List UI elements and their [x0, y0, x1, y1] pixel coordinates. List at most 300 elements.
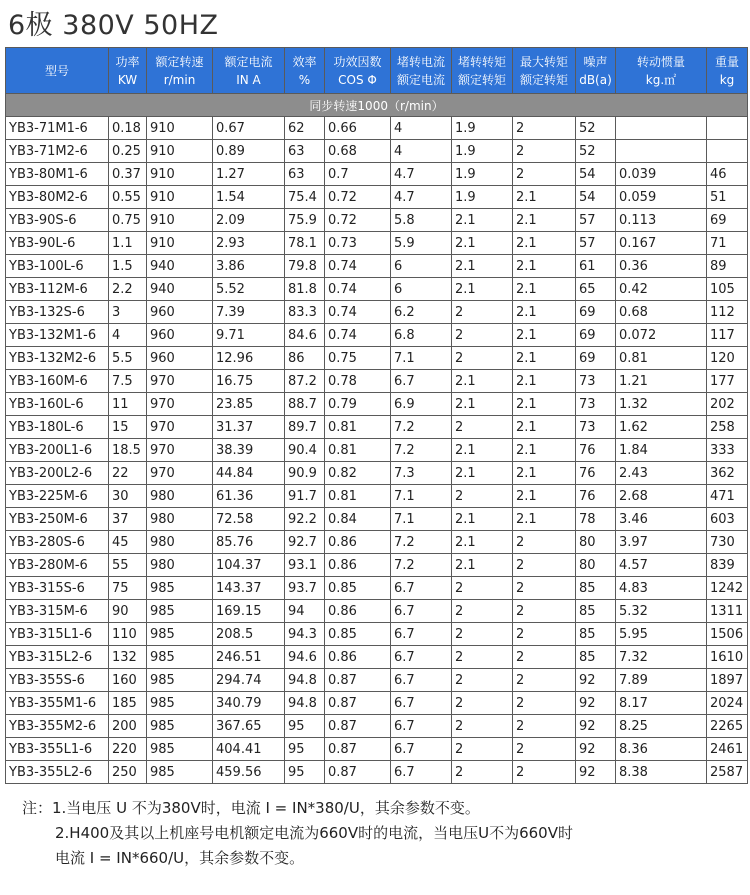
table-cell: 2 [513, 577, 576, 600]
table-cell: 730 [707, 531, 748, 554]
table-cell: 5.95 [616, 623, 707, 646]
table-cell: YB3-355L1-6 [6, 738, 109, 761]
table-cell: 4.7 [391, 186, 452, 209]
table-row [6, 347, 748, 370]
table-cell: 2.1 [513, 186, 576, 209]
column-header-text: 额定电流 [224, 54, 273, 69]
table-cell: 94.6 [285, 646, 325, 669]
table-row [6, 324, 748, 347]
column-header-text: 效率 [292, 54, 317, 69]
table-cell: YB3-80M2-6 [6, 186, 109, 209]
table-cell: 0.37 [109, 163, 147, 186]
table-cell: YB3-160M-6 [6, 370, 109, 393]
table-cell: 92.7 [285, 531, 325, 554]
table-cell: 980 [147, 554, 213, 577]
sync-speed-band [6, 94, 748, 117]
table-cell: 367.65 [213, 715, 285, 738]
column-header [213, 48, 285, 94]
table-cell: 2024 [707, 692, 748, 715]
column-header [452, 48, 513, 94]
table-cell: 2 [513, 623, 576, 646]
table-cell: 85 [576, 646, 616, 669]
table-row [6, 462, 748, 485]
table-cell: 51 [707, 186, 748, 209]
table-cell: 73 [576, 416, 616, 439]
table-cell: 0.66 [325, 117, 391, 140]
column-header-text: KW [117, 72, 138, 87]
table-cell: 6.7 [391, 669, 452, 692]
table-cell: 0.79 [325, 393, 391, 416]
table-row [6, 485, 748, 508]
table-cell: YB3-71M1-6 [6, 117, 109, 140]
table-row [6, 508, 748, 531]
table-header [6, 48, 748, 94]
table-cell: 294.74 [213, 669, 285, 692]
table-cell: YB3-315M-6 [6, 600, 109, 623]
table-cell: 61.36 [213, 485, 285, 508]
table-cell [707, 140, 748, 163]
table-cell: 1.62 [616, 416, 707, 439]
table-cell: 7.2 [391, 554, 452, 577]
table-row [6, 393, 748, 416]
table-cell: 94 [285, 600, 325, 623]
table-cell: 1.21 [616, 370, 707, 393]
table-row [6, 301, 748, 324]
table-cell: 7.32 [616, 646, 707, 669]
table-cell: 208.5 [213, 623, 285, 646]
table-cell: 1506 [707, 623, 748, 646]
table-cell: 0.87 [325, 692, 391, 715]
table-cell: 93.7 [285, 577, 325, 600]
table-cell: 980 [147, 531, 213, 554]
table-cell: 8.25 [616, 715, 707, 738]
table-cell: 95 [285, 715, 325, 738]
table-cell: 910 [147, 117, 213, 140]
table-cell: 88.7 [285, 393, 325, 416]
column-header-text: 堵转电流 [396, 54, 445, 69]
table-cell: 105 [707, 278, 748, 301]
table-cell: 2.1 [452, 255, 513, 278]
table-cell: 985 [147, 669, 213, 692]
table-cell: 2.1 [513, 301, 576, 324]
table-cell: 4 [109, 324, 147, 347]
table-cell: 90.9 [285, 462, 325, 485]
table-cell: YB3-200L2-6 [6, 462, 109, 485]
table-cell: YB3-355M1-6 [6, 692, 109, 715]
table-cell: 404.41 [213, 738, 285, 761]
table-cell: 985 [147, 646, 213, 669]
table-cell: 0.85 [325, 623, 391, 646]
table-cell: 0.84 [325, 508, 391, 531]
table-cell: 75.9 [285, 209, 325, 232]
column-header-text: kg [719, 72, 735, 87]
table-cell: 31.37 [213, 416, 285, 439]
table-cell: 23.85 [213, 393, 285, 416]
sync-speed-label: 同步转速1000（r/min） [6, 94, 748, 117]
table-cell: 73 [576, 370, 616, 393]
table-cell: 6.7 [391, 600, 452, 623]
table-cell: 2 [513, 554, 576, 577]
table-cell: 6 [391, 255, 452, 278]
table-cell: 2 [513, 140, 576, 163]
table-cell: YB3-160L-6 [6, 393, 109, 416]
table-cell: 110 [109, 623, 147, 646]
table-cell: 0.167 [616, 232, 707, 255]
table-cell: 4.7 [391, 163, 452, 186]
column-header-text: COS Φ [338, 72, 377, 87]
table-cell: 92 [576, 692, 616, 715]
column-header-text: 转动惯量 [636, 54, 685, 69]
table-cell: 72.58 [213, 508, 285, 531]
table-row [6, 439, 748, 462]
table-row [6, 117, 748, 140]
table-cell: YB3-315L2-6 [6, 646, 109, 669]
table-cell: 2 [513, 531, 576, 554]
table-cell: 2 [452, 669, 513, 692]
table-cell: 2.1 [452, 370, 513, 393]
table-cell: 7.2 [391, 416, 452, 439]
table-cell: 75 [109, 577, 147, 600]
table-cell: YB3-90L-6 [6, 232, 109, 255]
column-header [147, 48, 213, 94]
table-cell: 940 [147, 255, 213, 278]
table-cell: 69 [576, 324, 616, 347]
table-cell: 2 [452, 692, 513, 715]
table-row [6, 255, 748, 278]
table-cell: 0.86 [325, 600, 391, 623]
table-cell: 2 [452, 485, 513, 508]
table-cell: 7.1 [391, 347, 452, 370]
column-header-text: 重量 [714, 54, 739, 69]
table-cell: 0.75 [325, 347, 391, 370]
table-cell: 1311 [707, 600, 748, 623]
table-cell: 0.74 [325, 278, 391, 301]
table-cell: 75.4 [285, 186, 325, 209]
table-cell: 92 [576, 669, 616, 692]
table-cell: 143.37 [213, 577, 285, 600]
table-cell: 2.1 [513, 255, 576, 278]
table-row [6, 761, 748, 784]
table-cell: 78.1 [285, 232, 325, 255]
table-cell: 2.1 [452, 554, 513, 577]
table-cell: 0.81 [325, 485, 391, 508]
table-cell: 2 [513, 600, 576, 623]
table-cell: 2 [513, 117, 576, 140]
table-cell: 1.5 [109, 255, 147, 278]
table-cell: 2 [452, 623, 513, 646]
column-header-text: 额定转速 [155, 54, 204, 69]
table-cell: 18.5 [109, 439, 147, 462]
column-header-text: IN A [236, 72, 261, 87]
table-cell: 985 [147, 577, 213, 600]
table-cell: 85 [576, 577, 616, 600]
table-cell: 0.36 [616, 255, 707, 278]
column-header [109, 48, 147, 94]
table-cell: 2.1 [513, 370, 576, 393]
table-cell: 910 [147, 186, 213, 209]
table-cell: YB3-200L1-6 [6, 439, 109, 462]
table-cell: 3.97 [616, 531, 707, 554]
table-cell: 6.9 [391, 393, 452, 416]
table-cell: 3 [109, 301, 147, 324]
table-cell: 85 [576, 623, 616, 646]
table-cell: 0.81 [325, 439, 391, 462]
table-cell: 76 [576, 462, 616, 485]
column-header-text: 额定电流 [396, 72, 445, 87]
table-cell: 0.7 [325, 163, 391, 186]
table-cell: 2.1 [513, 278, 576, 301]
table-cell: 177 [707, 370, 748, 393]
table-cell: 2 [452, 600, 513, 623]
table-cell: 120 [707, 347, 748, 370]
table-cell: 220 [109, 738, 147, 761]
table-cell: 87.2 [285, 370, 325, 393]
table-cell: 1.32 [616, 393, 707, 416]
table-cell: 81.8 [285, 278, 325, 301]
table-cell: 202 [707, 393, 748, 416]
table-cell: 1.1 [109, 232, 147, 255]
table-cell: 0.81 [616, 347, 707, 370]
table-cell: 970 [147, 416, 213, 439]
table-cell: 0.82 [325, 462, 391, 485]
table-cell: 94.3 [285, 623, 325, 646]
table-cell: YB3-355S-6 [6, 669, 109, 692]
table-cell: 6.7 [391, 623, 452, 646]
table-cell: 63 [285, 140, 325, 163]
table-cell: 76 [576, 485, 616, 508]
table-cell: 2.1 [513, 439, 576, 462]
table-cell: 2.43 [616, 462, 707, 485]
table-cell: 0.75 [109, 209, 147, 232]
table-cell: 0.87 [325, 715, 391, 738]
table-cell: 2.1 [513, 416, 576, 439]
column-header-text: 功率 [115, 54, 140, 69]
table-cell: 985 [147, 692, 213, 715]
table-cell: 90 [109, 600, 147, 623]
table-cell: 6.7 [391, 370, 452, 393]
page-title: 6极 380V 50HZ [8, 10, 219, 41]
table-cell: 2 [513, 738, 576, 761]
table-row [6, 669, 748, 692]
table-cell: 0.059 [616, 186, 707, 209]
table-cell: 79.8 [285, 255, 325, 278]
column-header-text: % [298, 72, 311, 87]
table-row [6, 140, 748, 163]
table-cell: 362 [707, 462, 748, 485]
table-cell: 960 [147, 301, 213, 324]
table-cell: 160 [109, 669, 147, 692]
table-cell: 94.8 [285, 669, 325, 692]
table-cell: YB3-355M2-6 [6, 715, 109, 738]
table-cell: 73 [576, 393, 616, 416]
table-cell: 55 [109, 554, 147, 577]
table-cell: 985 [147, 738, 213, 761]
table-cell: 2.1 [452, 508, 513, 531]
table-cell: 9.71 [213, 324, 285, 347]
table-row [6, 600, 748, 623]
table-cell: 7.89 [616, 669, 707, 692]
table-cell: 2 [513, 669, 576, 692]
column-header-text: 额定转矩 [457, 72, 506, 87]
table-cell: 1610 [707, 646, 748, 669]
table-cell: 1.9 [452, 163, 513, 186]
table-cell: 89.7 [285, 416, 325, 439]
table-cell: 169.15 [213, 600, 285, 623]
table-cell: 6.8 [391, 324, 452, 347]
table-row [6, 554, 748, 577]
table-cell: 80 [576, 554, 616, 577]
column-header [285, 48, 325, 94]
column-header-text: 噪声 [583, 54, 608, 69]
column-header-text: 额定转矩 [519, 72, 568, 87]
table-row [6, 577, 748, 600]
table-cell: 7.5 [109, 370, 147, 393]
table-row [6, 370, 748, 393]
table-cell: 69 [576, 347, 616, 370]
table-cell: 1897 [707, 669, 748, 692]
table-cell: 0.74 [325, 324, 391, 347]
table-cell: 0.85 [325, 577, 391, 600]
table-row [6, 646, 748, 669]
table-cell: 92 [576, 715, 616, 738]
table-cell: 985 [147, 600, 213, 623]
column-header [616, 48, 707, 94]
table-cell: 2.1 [452, 278, 513, 301]
table-cell: 985 [147, 761, 213, 784]
table-cell: YB3-315L1-6 [6, 623, 109, 646]
column-header-text: 最大转矩 [519, 54, 568, 69]
table-cell: 970 [147, 393, 213, 416]
table-cell: 2587 [707, 761, 748, 784]
table-cell: 2.1 [452, 393, 513, 416]
table-cell: 2 [452, 715, 513, 738]
table-cell: 54 [576, 186, 616, 209]
table-cell: 6.2 [391, 301, 452, 324]
table-cell: 95 [285, 761, 325, 784]
table-cell: 0.113 [616, 209, 707, 232]
table-cell: YB3-71M2-6 [6, 140, 109, 163]
table-cell: 0.55 [109, 186, 147, 209]
table-row [6, 278, 748, 301]
table-cell: 603 [707, 508, 748, 531]
table-cell: 2.1 [513, 232, 576, 255]
column-header-text: r/min [163, 72, 196, 87]
table-cell: 57 [576, 232, 616, 255]
table-cell: 80 [576, 531, 616, 554]
table-cell: 7.3 [391, 462, 452, 485]
column-header-text: dB(a) [579, 72, 612, 87]
table-cell: 6.7 [391, 577, 452, 600]
table-cell: 0.86 [325, 646, 391, 669]
table-row [6, 232, 748, 255]
table-cell: 1.54 [213, 186, 285, 209]
table-cell: 2 [452, 347, 513, 370]
table-cell: 1242 [707, 577, 748, 600]
table-cell: 471 [707, 485, 748, 508]
table-cell: 104.37 [213, 554, 285, 577]
table-cell: 16.75 [213, 370, 285, 393]
table-cell: 90.4 [285, 439, 325, 462]
table-cell: 0.74 [325, 255, 391, 278]
table-cell: 63 [285, 163, 325, 186]
table-cell: 960 [147, 324, 213, 347]
table-cell: YB3-132M2-6 [6, 347, 109, 370]
table-cell: 0.42 [616, 278, 707, 301]
table-cell: 54 [576, 163, 616, 186]
table-cell: 2.1 [513, 209, 576, 232]
table-cell: 2 [452, 738, 513, 761]
table-cell: YB3-112M-6 [6, 278, 109, 301]
table-cell: YB3-225M-6 [6, 485, 109, 508]
table-cell: 980 [147, 485, 213, 508]
table-row [6, 715, 748, 738]
table-cell: 333 [707, 439, 748, 462]
table-cell: YB3-315S-6 [6, 577, 109, 600]
table-cell: 0.78 [325, 370, 391, 393]
table-cell: 4.83 [616, 577, 707, 600]
table-cell: 2.1 [452, 462, 513, 485]
table-cell: 0.67 [213, 117, 285, 140]
table-row [6, 531, 748, 554]
table-cell: 0.072 [616, 324, 707, 347]
table-cell: 92 [576, 738, 616, 761]
table-cell: 85.76 [213, 531, 285, 554]
table-cell: 0.72 [325, 209, 391, 232]
table-cell: 0.81 [325, 416, 391, 439]
table-cell: 2 [513, 761, 576, 784]
table-cell: 2.2 [109, 278, 147, 301]
table-cell: 61 [576, 255, 616, 278]
table-cell: 970 [147, 370, 213, 393]
table-cell: 2 [513, 715, 576, 738]
table-cell: 0.74 [325, 301, 391, 324]
table-cell: 0.89 [213, 140, 285, 163]
table-cell: 185 [109, 692, 147, 715]
table-cell: 2.1 [513, 462, 576, 485]
table-cell: 459.56 [213, 761, 285, 784]
table-cell: 2.1 [513, 324, 576, 347]
table-cell: 6.7 [391, 715, 452, 738]
table-cell: 93.1 [285, 554, 325, 577]
column-header [325, 48, 391, 94]
table-cell: 117 [707, 324, 748, 347]
table-cell: 95 [285, 738, 325, 761]
table-cell: 52 [576, 140, 616, 163]
table-cell: 94.8 [285, 692, 325, 715]
table-cell: 910 [147, 163, 213, 186]
table-cell: 2 [452, 577, 513, 600]
table-cell: 2.1 [513, 393, 576, 416]
table-row [6, 692, 748, 715]
table-cell: 340.79 [213, 692, 285, 715]
table-cell: 3.46 [616, 508, 707, 531]
note-line-1: 注：1.当电压 U 不为380V时，电流 I = IN*380/U，其余参数不变。 [22, 799, 480, 817]
table-cell: 76 [576, 439, 616, 462]
table-cell: 0.73 [325, 232, 391, 255]
table-cell: 89 [707, 255, 748, 278]
table-cell: 985 [147, 623, 213, 646]
table-cell: 0.039 [616, 163, 707, 186]
table-cell: 83.3 [285, 301, 325, 324]
table-row [6, 163, 748, 186]
table-cell: 2 [513, 163, 576, 186]
table-cell: 2.1 [452, 209, 513, 232]
table-cell: 6.7 [391, 692, 452, 715]
table-cell: 5.8 [391, 209, 452, 232]
table-cell: 1.9 [452, 186, 513, 209]
table-cell: 38.39 [213, 439, 285, 462]
note-line-3: 电流 I = IN*660/U，其余参数不变。 [55, 849, 305, 867]
